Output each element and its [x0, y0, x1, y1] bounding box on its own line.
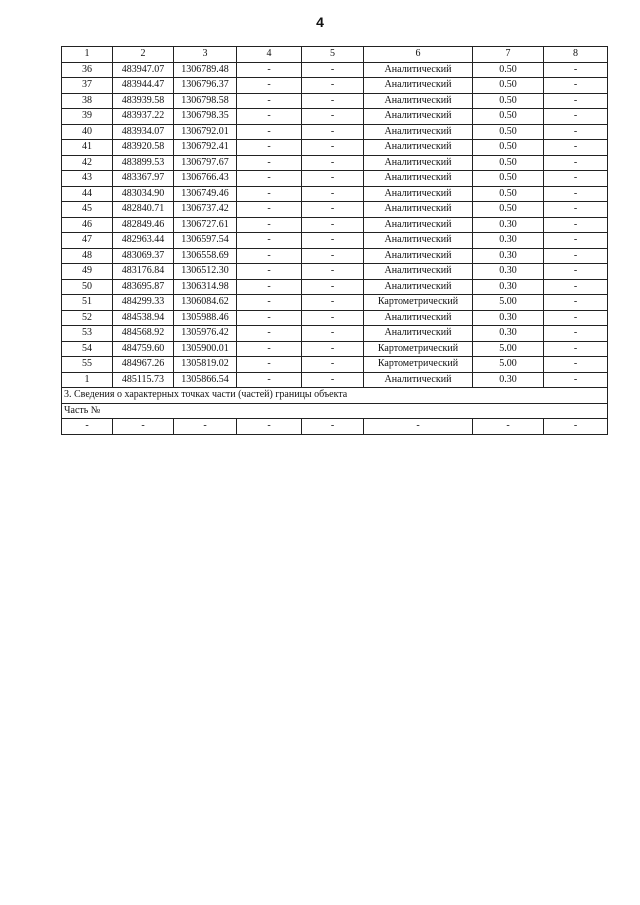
- table-cell: 42: [62, 155, 113, 171]
- table-cell: -: [544, 124, 608, 140]
- table-cell: -: [302, 326, 364, 342]
- part-label: Часть №: [62, 403, 608, 419]
- table-row: [62, 155, 608, 171]
- table-row: [62, 326, 608, 342]
- table-cell: -: [302, 140, 364, 156]
- table-cell: 48: [62, 248, 113, 264]
- table-cell: -: [302, 248, 364, 264]
- table-row: [62, 93, 608, 109]
- table-cell: -: [544, 264, 608, 280]
- table-cell: 0.30: [473, 310, 544, 326]
- table-cell: 37: [62, 78, 113, 94]
- header-cell: 8: [544, 47, 608, 63]
- table-cell: 1306798.58: [174, 93, 237, 109]
- table-cell: -: [473, 419, 544, 435]
- table-cell: 482849.46: [113, 217, 174, 233]
- table-cell: -: [544, 233, 608, 249]
- table-cell: 55: [62, 357, 113, 373]
- table-cell: Аналитический: [364, 124, 473, 140]
- table-cell: Аналитический: [364, 326, 473, 342]
- table-cell: 1306766.43: [174, 171, 237, 187]
- table-cell: -: [302, 109, 364, 125]
- table-cell: -: [237, 217, 302, 233]
- header-cell: 1: [62, 47, 113, 63]
- table-cell: Аналитический: [364, 62, 473, 78]
- table-row: [62, 357, 608, 373]
- table-cell: -: [302, 62, 364, 78]
- table-cell: -: [237, 93, 302, 109]
- table-cell: 483937.22: [113, 109, 174, 125]
- table-cell: -: [544, 248, 608, 264]
- table-cell: 0.30: [473, 217, 544, 233]
- empty-part-row: [62, 419, 608, 435]
- table-cell: Аналитический: [364, 217, 473, 233]
- table-header-row: [62, 47, 608, 63]
- table-cell: 1306727.61: [174, 217, 237, 233]
- table-cell: -: [544, 186, 608, 202]
- table-cell: Аналитический: [364, 233, 473, 249]
- table-cell: Картометрический: [364, 341, 473, 357]
- section-title-row: [62, 388, 608, 404]
- header-cell: 5: [302, 47, 364, 63]
- table-cell: 40: [62, 124, 113, 140]
- table-cell: 483920.58: [113, 140, 174, 156]
- table-cell: 0.50: [473, 109, 544, 125]
- table-cell: Аналитический: [364, 248, 473, 264]
- table-cell: -: [302, 202, 364, 218]
- table-cell: -: [302, 264, 364, 280]
- table-cell: -: [302, 124, 364, 140]
- table-cell: 1306737.42: [174, 202, 237, 218]
- table-cell: 483939.58: [113, 93, 174, 109]
- table-cell: 5.00: [473, 295, 544, 311]
- table-row: [62, 78, 608, 94]
- table-cell: -: [302, 78, 364, 94]
- table-cell: Аналитический: [364, 264, 473, 280]
- table-cell: 54: [62, 341, 113, 357]
- table-cell: -: [237, 155, 302, 171]
- table-row: [62, 264, 608, 280]
- table-cell: 1306558.69: [174, 248, 237, 264]
- table-cell: -: [237, 310, 302, 326]
- table-cell: -: [113, 419, 174, 435]
- table-cell: -: [237, 279, 302, 295]
- table-cell: 1306789.48: [174, 62, 237, 78]
- table-cell: -: [544, 295, 608, 311]
- table-cell: -: [544, 62, 608, 78]
- table-cell: 38: [62, 93, 113, 109]
- table-cell: -: [302, 341, 364, 357]
- table-cell: -: [302, 93, 364, 109]
- table-row: [62, 372, 608, 388]
- table-cell: 0.50: [473, 155, 544, 171]
- table-cell: -: [544, 109, 608, 125]
- table-cell: 46: [62, 217, 113, 233]
- table-cell: -: [237, 186, 302, 202]
- table-row: [62, 217, 608, 233]
- table-cell: 1: [62, 372, 113, 388]
- table-cell: -: [302, 357, 364, 373]
- table-cell: 483176.84: [113, 264, 174, 280]
- table-cell: 484967.26: [113, 357, 174, 373]
- table-cell: 43: [62, 171, 113, 187]
- table-cell: -: [237, 109, 302, 125]
- header-cell: 3: [174, 47, 237, 63]
- table-cell: 483069.37: [113, 248, 174, 264]
- table-cell: -: [544, 372, 608, 388]
- table-cell: 1306597.54: [174, 233, 237, 249]
- table-cell: 45: [62, 202, 113, 218]
- table-cell: 482840.71: [113, 202, 174, 218]
- table-cell: -: [302, 310, 364, 326]
- table-cell: 5.00: [473, 357, 544, 373]
- table-cell: 39: [62, 109, 113, 125]
- table-cell: 1306084.62: [174, 295, 237, 311]
- table-cell: Аналитический: [364, 202, 473, 218]
- table-cell: -: [237, 264, 302, 280]
- table-cell: 483899.53: [113, 155, 174, 171]
- table-row: [62, 171, 608, 187]
- table-cell: 5.00: [473, 341, 544, 357]
- table-cell: Аналитический: [364, 140, 473, 156]
- table-cell: 484568.92: [113, 326, 174, 342]
- table-cell: 484759.60: [113, 341, 174, 357]
- header-cell: 6: [364, 47, 473, 63]
- table-cell: 1306792.41: [174, 140, 237, 156]
- coordinates-table: [61, 46, 608, 435]
- table-cell: -: [544, 357, 608, 373]
- header-cell: 4: [237, 47, 302, 63]
- table-cell: 1305819.02: [174, 357, 237, 373]
- table-cell: Аналитический: [364, 279, 473, 295]
- table-row: [62, 202, 608, 218]
- table-cell: 483367.97: [113, 171, 174, 187]
- table-cell: 483695.87: [113, 279, 174, 295]
- table-cell: -: [364, 419, 473, 435]
- table-row: [62, 310, 608, 326]
- table-cell: -: [544, 310, 608, 326]
- table-cell: -: [544, 202, 608, 218]
- table-row: [62, 186, 608, 202]
- table-cell: 52: [62, 310, 113, 326]
- table-row: [62, 233, 608, 249]
- table-cell: 47: [62, 233, 113, 249]
- part-label-row: [62, 403, 608, 419]
- table-cell: 1306798.35: [174, 109, 237, 125]
- table-cell: -: [237, 326, 302, 342]
- table-row: [62, 341, 608, 357]
- table-row: [62, 62, 608, 78]
- table-row: [62, 295, 608, 311]
- table-cell: -: [237, 357, 302, 373]
- table-cell: 484538.94: [113, 310, 174, 326]
- table-cell: 0.30: [473, 372, 544, 388]
- table-cell: -: [544, 78, 608, 94]
- table-cell: -: [237, 140, 302, 156]
- table-cell: Картометрический: [364, 357, 473, 373]
- table-cell: Аналитический: [364, 78, 473, 94]
- table-cell: -: [302, 295, 364, 311]
- table-cell: -: [237, 372, 302, 388]
- table-cell: 483944.47: [113, 78, 174, 94]
- table-cell: -: [302, 233, 364, 249]
- table-cell: -: [237, 295, 302, 311]
- table-cell: 1306512.30: [174, 264, 237, 280]
- table-cell: 0.50: [473, 186, 544, 202]
- table-row: [62, 279, 608, 295]
- table-cell: 1305866.54: [174, 372, 237, 388]
- table-cell: 1306792.01: [174, 124, 237, 140]
- table-cell: 484299.33: [113, 295, 174, 311]
- table-cell: -: [544, 419, 608, 435]
- table-row: [62, 248, 608, 264]
- table-cell: 49: [62, 264, 113, 280]
- table-cell: 0.30: [473, 264, 544, 280]
- table-cell: Картометрический: [364, 295, 473, 311]
- table-cell: -: [544, 140, 608, 156]
- table-cell: -: [174, 419, 237, 435]
- table-cell: 0.50: [473, 78, 544, 94]
- table-cell: Аналитический: [364, 109, 473, 125]
- table-cell: -: [544, 171, 608, 187]
- table-cell: Аналитический: [364, 155, 473, 171]
- table-cell: 0.50: [473, 124, 544, 140]
- table-cell: -: [302, 155, 364, 171]
- table-cell: 1306314.98: [174, 279, 237, 295]
- table-cell: 50: [62, 279, 113, 295]
- table-cell: Аналитический: [364, 171, 473, 187]
- table-cell: 0.50: [473, 140, 544, 156]
- table-cell: 53: [62, 326, 113, 342]
- table-cell: 0.50: [473, 62, 544, 78]
- table-cell: -: [302, 419, 364, 435]
- table-cell: 483034.90: [113, 186, 174, 202]
- table-cell: -: [302, 217, 364, 233]
- table-cell: 41: [62, 140, 113, 156]
- table-cell: 1306796.37: [174, 78, 237, 94]
- table-cell: 1306797.67: [174, 155, 237, 171]
- table-cell: 1305976.42: [174, 326, 237, 342]
- table-cell: -: [302, 372, 364, 388]
- page-number: 4: [316, 14, 324, 30]
- table-cell: 485115.73: [113, 372, 174, 388]
- table-cell: -: [237, 62, 302, 78]
- table-cell: 1306749.46: [174, 186, 237, 202]
- table-cell: Аналитический: [364, 310, 473, 326]
- table-cell: -: [302, 279, 364, 295]
- table-cell: -: [302, 171, 364, 187]
- table-cell: 0.30: [473, 233, 544, 249]
- table-cell: 0.50: [473, 202, 544, 218]
- table-cell: -: [544, 217, 608, 233]
- table-cell: 0.30: [473, 279, 544, 295]
- table-cell: -: [237, 248, 302, 264]
- table-cell: Аналитический: [364, 372, 473, 388]
- table-cell: -: [237, 78, 302, 94]
- table-row: [62, 109, 608, 125]
- table-cell: -: [237, 233, 302, 249]
- table-cell: 482963.44: [113, 233, 174, 249]
- table-cell: 0.30: [473, 326, 544, 342]
- table-cell: -: [62, 419, 113, 435]
- table-row: [62, 124, 608, 140]
- table-cell: 483947.07: [113, 62, 174, 78]
- table-cell: 0.50: [473, 93, 544, 109]
- header-cell: 7: [473, 47, 544, 63]
- table-cell: -: [237, 124, 302, 140]
- table-cell: -: [302, 186, 364, 202]
- section-title: 3. Сведения о характерных точках части (частей) границы объекта: [62, 388, 608, 404]
- header-cell: 2: [113, 47, 174, 63]
- table-cell: 36: [62, 62, 113, 78]
- table-cell: Аналитический: [364, 93, 473, 109]
- table-cell: -: [544, 279, 608, 295]
- table-cell: 1305900.01: [174, 341, 237, 357]
- table-cell: -: [237, 341, 302, 357]
- table-row: [62, 140, 608, 156]
- table-cell: 44: [62, 186, 113, 202]
- table-cell: -: [544, 93, 608, 109]
- table-cell: 483934.07: [113, 124, 174, 140]
- table-cell: Аналитический: [364, 186, 473, 202]
- table-cell: 51: [62, 295, 113, 311]
- table-cell: 0.50: [473, 171, 544, 187]
- table-cell: 0.30: [473, 248, 544, 264]
- table-cell: -: [237, 202, 302, 218]
- table-cell: -: [544, 326, 608, 342]
- table-cell: -: [237, 171, 302, 187]
- table-cell: -: [544, 155, 608, 171]
- table-cell: -: [237, 419, 302, 435]
- table-body: [62, 47, 608, 435]
- table-cell: -: [544, 341, 608, 357]
- table-cell: 1305988.46: [174, 310, 237, 326]
